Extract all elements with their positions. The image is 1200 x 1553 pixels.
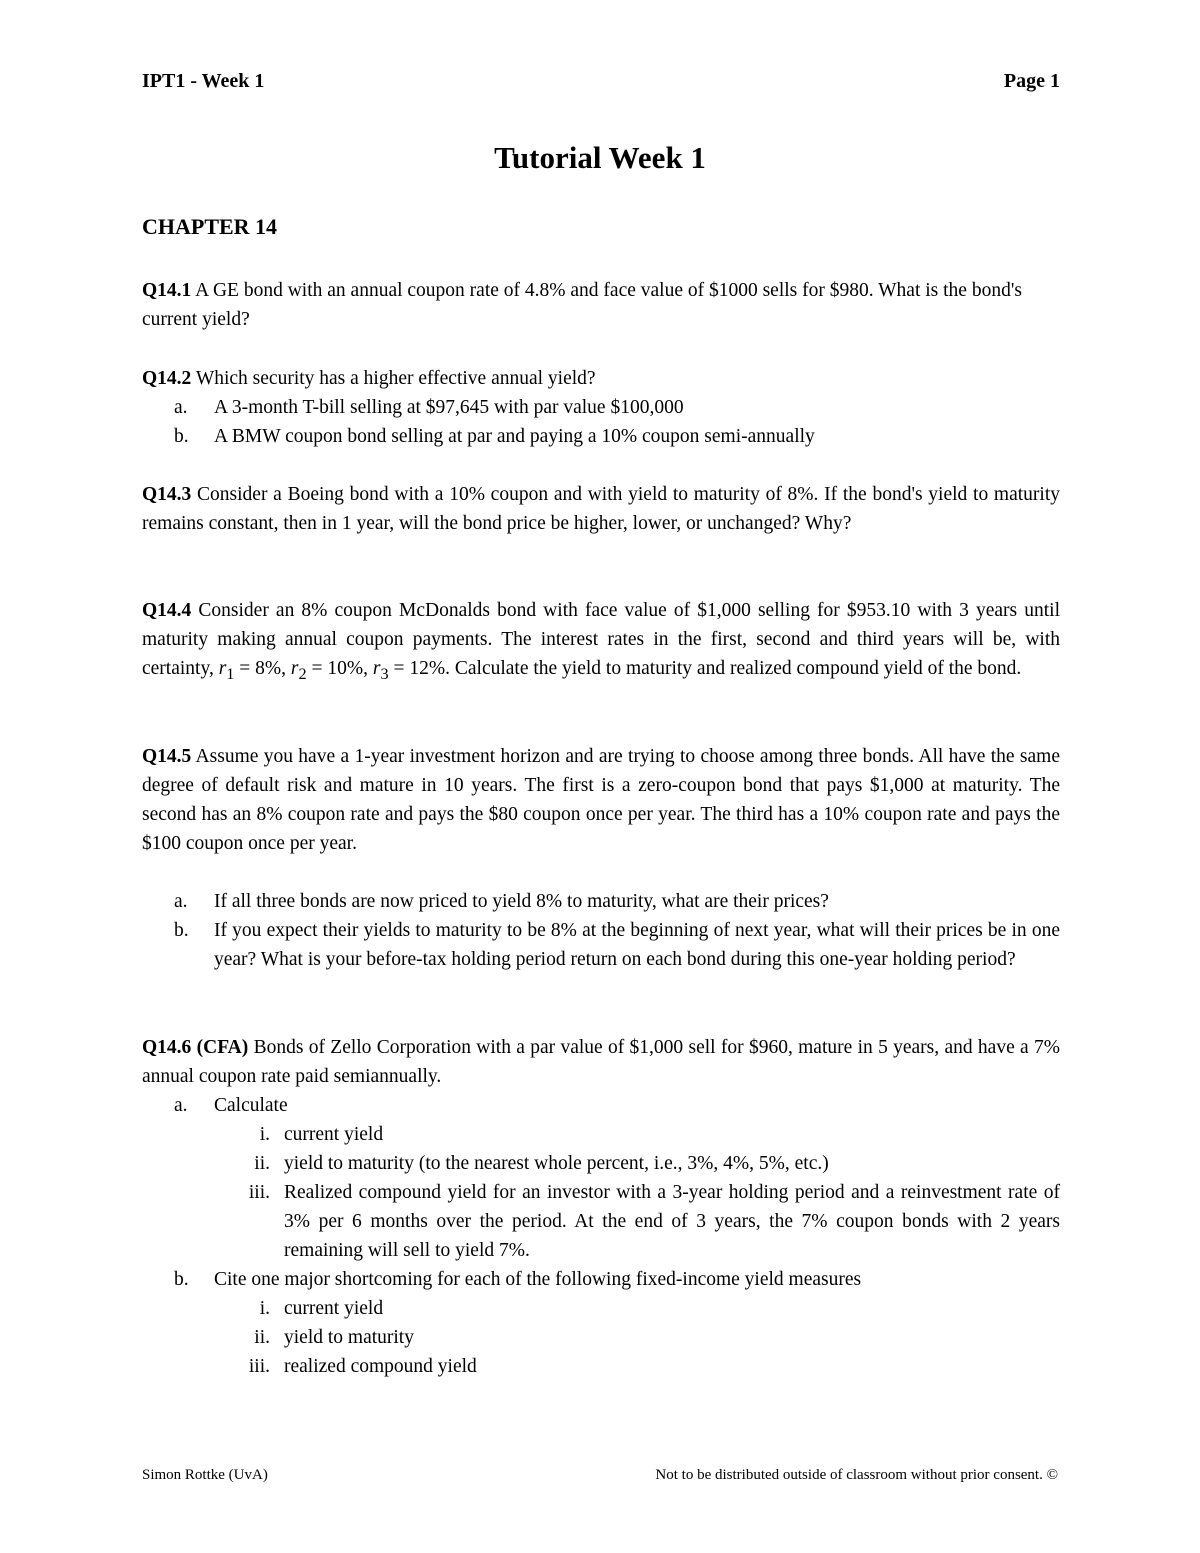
- list-item: [142, 916, 1060, 974]
- question-14-6: [142, 1033, 1060, 1381]
- question-number: Q14.4: [142, 600, 192, 621]
- rate-subscript: 3: [380, 664, 389, 683]
- rate-value: = 8%,: [234, 658, 291, 679]
- header-page-number: Page 1: [1003, 70, 1060, 92]
- question-text: Consider a Boeing bond with a 10% coupon and with yield to maturity of 8%. If the bond's yield to maturity remains constant, then in 1 year, will the bond price be higher, lower, or unchanged? Why?: [142, 484, 1060, 534]
- list-marker: a.: [174, 397, 188, 418]
- list-item-text: A 3-month T-bill selling at $97,645 with par value $100,000: [214, 397, 684, 418]
- list-item: [142, 1265, 1060, 1294]
- sub-item: [142, 1323, 1060, 1352]
- list-marker: a.: [174, 1095, 188, 1116]
- cfa-tag: (CFA): [196, 1037, 249, 1058]
- sub-marker: i.: [259, 1124, 270, 1145]
- rate-symbol: r: [372, 658, 381, 679]
- sub-item-text: yield to maturity: [284, 1327, 414, 1348]
- header-course: IPT1 - Week 1: [142, 70, 265, 92]
- option-list: [142, 393, 1060, 451]
- question-14-4: [142, 596, 1060, 689]
- sub-item: [142, 1149, 1060, 1178]
- sub-item-text: realized compound yield: [284, 1356, 477, 1377]
- sub-item-text: Realized compound yield for an investor with a 3-year holding period and a reinvestment rate of 3% per 6 months over the period. At the end of 3 years, the 7% coupon bonds with 2 years remaining will sell to yield 7%.: [284, 1182, 1060, 1261]
- list-marker: b.: [174, 1269, 189, 1290]
- rate-value: = 12%: [388, 658, 446, 679]
- list-item: [142, 393, 1060, 422]
- list-item-text: If you expect their yields to maturity to be 8% at the beginning of next year, what will their prices be in one year? What is your before-tax holding period return on each bond during this one-year holding period?: [214, 920, 1060, 970]
- question-number: Q14.1: [142, 280, 192, 301]
- rate-value: = 10%,: [306, 658, 373, 679]
- list-item: [142, 887, 1060, 916]
- sub-item: [142, 1352, 1060, 1381]
- question-14-5: [142, 742, 1060, 974]
- question-text: . Calculate the yield to maturity and realized compound yield of the bond.: [445, 658, 1022, 679]
- footer-notice: Not to be distributed outside of classroom without prior consent. ©: [655, 1467, 1058, 1483]
- question-text: Assume you have a 1-year investment horizon and are trying to choose among three bonds. All have the same degree of default risk and mature in 10 years. The first is a zero-coupon bond that pays $1,000 at maturity. The second has an 8% coupon rate and pays the $80 coupon once per year. The third has a 10% coupon rate and pays the $100 coupon once per year.: [142, 746, 1060, 854]
- list-marker: b.: [174, 426, 189, 447]
- question-number: Q14.3: [142, 484, 192, 505]
- sub-marker: ii.: [254, 1327, 270, 1348]
- rate-symbol: r: [290, 658, 299, 679]
- question-text: Bonds of Zello Corporation with a par value of $1,000 sell for $960, mature in 5 years, and have a 7% annual coupon rate paid semiannually.: [142, 1037, 1061, 1087]
- question-text: Which security has a higher effective annual yield?: [191, 368, 596, 389]
- question-number: Q14.6: [142, 1037, 192, 1058]
- page-title: Tutorial Week 1: [494, 140, 706, 175]
- sub-marker: ii.: [254, 1153, 270, 1174]
- option-list: [142, 887, 1060, 974]
- list-marker: b.: [174, 920, 189, 941]
- footer-author: Simon Rottke (UvA): [142, 1467, 268, 1483]
- list-item-text: A BMW coupon bond selling at par and paying a 10% coupon semi-annually: [214, 426, 815, 447]
- question-14-1: [142, 276, 1060, 334]
- list-marker: a.: [174, 891, 188, 912]
- sub-item: [142, 1178, 1060, 1265]
- sub-item-text: yield to maturity (to the nearest whole percent, i.e., 3%, 4%, 5%, etc.): [284, 1153, 829, 1174]
- sub-item: [142, 1120, 1060, 1149]
- sub-marker: i.: [259, 1298, 270, 1319]
- sub-marker: iii.: [248, 1182, 270, 1203]
- sub-item-text: current yield: [284, 1298, 384, 1319]
- question-text: A GE bond with an annual coupon rate of 4.8% and face value of $1000 sells for $980. What is the bond's current yield?: [142, 280, 1022, 330]
- chapter-heading: CHAPTER 14: [142, 214, 278, 239]
- list-item: [142, 422, 1060, 451]
- list-item: [142, 1091, 1060, 1120]
- sub-marker: iii.: [248, 1356, 270, 1377]
- option-list: [142, 1091, 1060, 1381]
- rate-symbol: r: [218, 658, 227, 679]
- question-number: Q14.2: [142, 368, 192, 389]
- question-number: Q14.5: [142, 746, 192, 767]
- list-item-text: Cite one major shortcoming for each of the following fixed-income yield measures: [214, 1269, 862, 1290]
- sub-item: [142, 1294, 1060, 1323]
- question-14-3: [142, 480, 1060, 538]
- rate-subscript: 2: [298, 664, 307, 683]
- question-14-2: [142, 364, 1060, 451]
- list-item-text: If all three bonds are now priced to yield 8% to maturity, what are their prices?: [214, 891, 829, 912]
- list-item-text: Calculate: [214, 1095, 288, 1116]
- sub-item-text: current yield: [284, 1124, 384, 1145]
- rate-subscript: 1: [226, 664, 235, 683]
- question-text: Consider an 8% coupon McDonalds bond with face value of $1,000 selling for $953.10 with 3 years until maturity making annual coupon payments. The interest rates in the first, second and third years will be, with certainty,: [142, 600, 1060, 679]
